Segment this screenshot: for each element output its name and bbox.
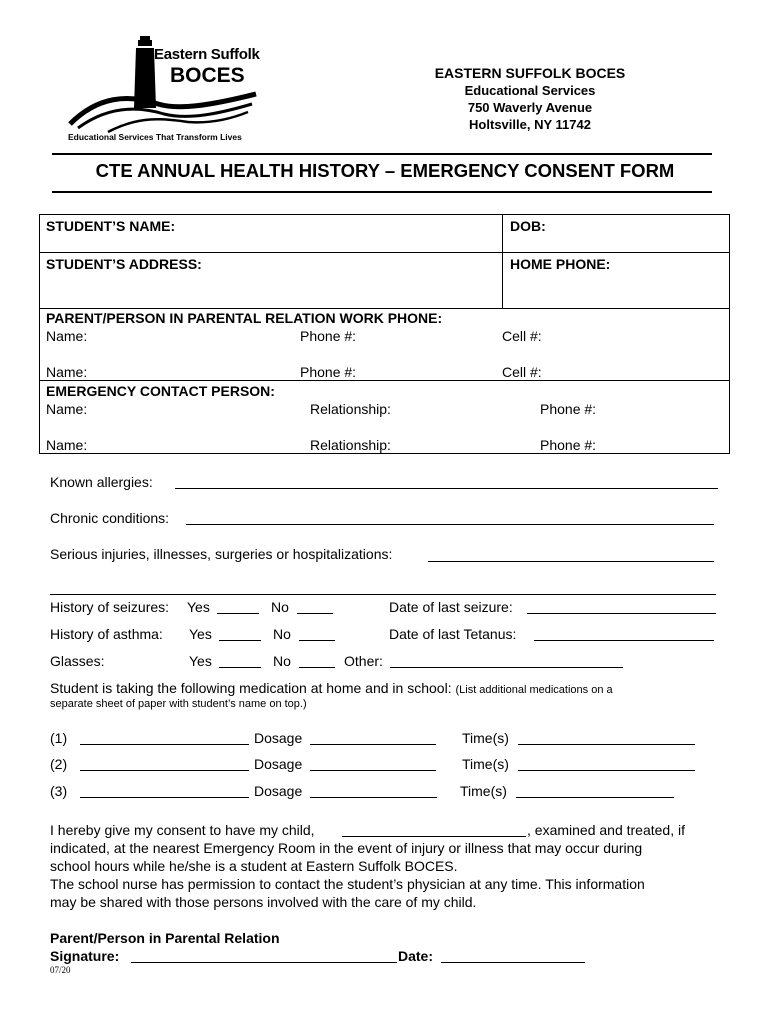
med2-label: (2) — [50, 756, 68, 772]
glasses-yes-label: Yes — [189, 653, 212, 669]
title-rule-top — [52, 153, 712, 155]
parent-heading: PARENT/PERSON IN PARENTAL RELATION WORK PHONE: — [46, 310, 443, 326]
consent-line3: school hours while he/she is a student at Eastern Suffolk BOCES. — [50, 858, 458, 874]
med2-name-field[interactable] — [80, 770, 249, 771]
parent1-phone-label: Phone #: — [300, 328, 357, 344]
last-tetanus-field[interactable] — [534, 640, 714, 641]
other-field[interactable] — [390, 667, 623, 668]
glasses-no-field[interactable] — [299, 667, 335, 668]
emergency2-phone-label: Phone #: — [540, 437, 597, 453]
allergies-field[interactable] — [175, 488, 718, 489]
med1-label: (1) — [50, 730, 68, 746]
asthma-yes-field[interactable] — [219, 640, 261, 641]
glasses-label: Glasses: — [50, 653, 105, 669]
med1-times-field[interactable] — [518, 744, 695, 745]
consent-line4: The school nurse has permission to contact the student’s physician at any time. This information — [50, 876, 645, 892]
med1-name-field[interactable] — [80, 744, 249, 745]
student-name-label: STUDENT’S NAME: — [46, 218, 176, 234]
glasses-yes-field[interactable] — [219, 667, 261, 668]
emergency-heading: EMERGENCY CONTACT PERSON: — [46, 383, 275, 399]
parent2-name-label: Name: — [46, 364, 88, 380]
dob-label: DOB: — [510, 218, 546, 234]
seizures-no-field[interactable] — [297, 613, 333, 614]
last-seizure-label: Date of last seizure: — [389, 599, 513, 615]
signature-label: Signature: — [50, 948, 120, 964]
emergency2-relationship-label: Relationship: — [310, 437, 391, 453]
med3-dosage-field[interactable] — [310, 797, 437, 798]
medication-intro — [50, 680, 613, 696]
last-seizure-field[interactable] — [527, 613, 716, 614]
med3-times-field[interactable] — [516, 797, 674, 798]
med2-times-label: Time(s) — [462, 756, 509, 772]
logo-line2: BOCES — [170, 64, 245, 87]
med2-times-field[interactable] — [518, 770, 695, 771]
org-name: EASTERN SUFFOLK BOCES — [434, 65, 626, 81]
seizures-no-label: No — [271, 599, 289, 615]
consent-line1a: I hereby give my consent to have my child, — [50, 822, 315, 838]
med1-dosage-label: Dosage — [254, 730, 303, 746]
date-field[interactable] — [441, 962, 585, 963]
med1-times-label: Time(s) — [462, 730, 509, 746]
other-label: Other: — [344, 653, 383, 669]
student-address-label: STUDENT’S ADDRESS: — [46, 256, 202, 272]
med3-label: (3) — [50, 783, 68, 799]
last-tetanus-label: Date of last Tetanus: — [389, 626, 517, 642]
date-label: Date: — [398, 948, 434, 964]
parent2-phone-label: Phone #: — [300, 364, 357, 380]
med1-dosage-field[interactable] — [310, 744, 436, 745]
asthma-label: History of asthma: — [50, 626, 163, 642]
seizures-yes-field[interactable] — [217, 613, 259, 614]
logo-tagline: Educational Services That Transform Lives — [68, 132, 242, 142]
med2-dosage-label: Dosage — [254, 756, 303, 772]
chronic-field[interactable] — [186, 524, 714, 525]
consent-line2: indicated, at the nearest Emergency Room in the event of injury or illness that may occur during — [50, 840, 643, 856]
org-street: 750 Waverly Avenue — [467, 100, 593, 115]
info-table — [39, 214, 730, 454]
consent-line1b: , examined and treated, if — [527, 822, 685, 838]
seizures-label: History of seizures: — [50, 599, 170, 615]
medication-intro-text: Student is taking the following medication at home and in school: — [50, 680, 452, 696]
org-dept: Educational Services — [464, 83, 596, 98]
asthma-no-label: No — [273, 626, 291, 642]
home-phone-label: HOME PHONE: — [510, 256, 611, 272]
glasses-no-label: No — [273, 653, 291, 669]
med3-name-field[interactable] — [80, 797, 249, 798]
seizures-yes-label: Yes — [187, 599, 210, 615]
med3-dosage-label: Dosage — [254, 783, 303, 799]
medication-note1: (List additional medications on a — [455, 684, 613, 696]
asthma-yes-label: Yes — [189, 626, 212, 642]
signature-heading: Parent/Person in Parental Relation — [50, 930, 280, 946]
emergency2-name-label: Name: — [46, 437, 88, 453]
org-city: Holtsville, NY 11742 — [469, 117, 591, 132]
med2-dosage-field[interactable] — [310, 770, 436, 771]
med3-times-label: Time(s) — [460, 783, 507, 799]
emergency1-relationship-label: Relationship: — [310, 401, 391, 417]
logo-line1: Eastern Suffolk — [154, 46, 260, 63]
allergies-label: Known allergies: — [50, 474, 153, 490]
parent1-cell-label: Cell #: — [502, 328, 542, 344]
consent-line5: may be shared with those persons involved with the care of my child. — [50, 894, 477, 910]
emergency1-phone-label: Phone #: — [540, 401, 597, 417]
asthma-no-field[interactable] — [299, 640, 335, 641]
serious-field[interactable] — [428, 561, 714, 562]
emergency1-name-label: Name: — [46, 401, 88, 417]
form-title: CTE ANNUAL HEALTH HISTORY – EMERGENCY CONSENT FORM — [95, 160, 675, 181]
serious-label: Serious injuries, illnesses, surgeries or hospitalizations: — [50, 546, 393, 562]
signature-field[interactable] — [131, 962, 397, 963]
parent1-name-label: Name: — [46, 328, 88, 344]
serious-field-line2[interactable] — [50, 594, 716, 595]
medication-note2: separate sheet of paper with student’s name on top.) — [50, 698, 307, 710]
title-rule-bottom — [52, 191, 712, 193]
form-version: 07/20 — [50, 965, 71, 975]
chronic-label: Chronic conditions: — [50, 510, 170, 526]
parent2-cell-label: Cell #: — [502, 364, 542, 380]
child-name-field[interactable] — [342, 836, 526, 837]
